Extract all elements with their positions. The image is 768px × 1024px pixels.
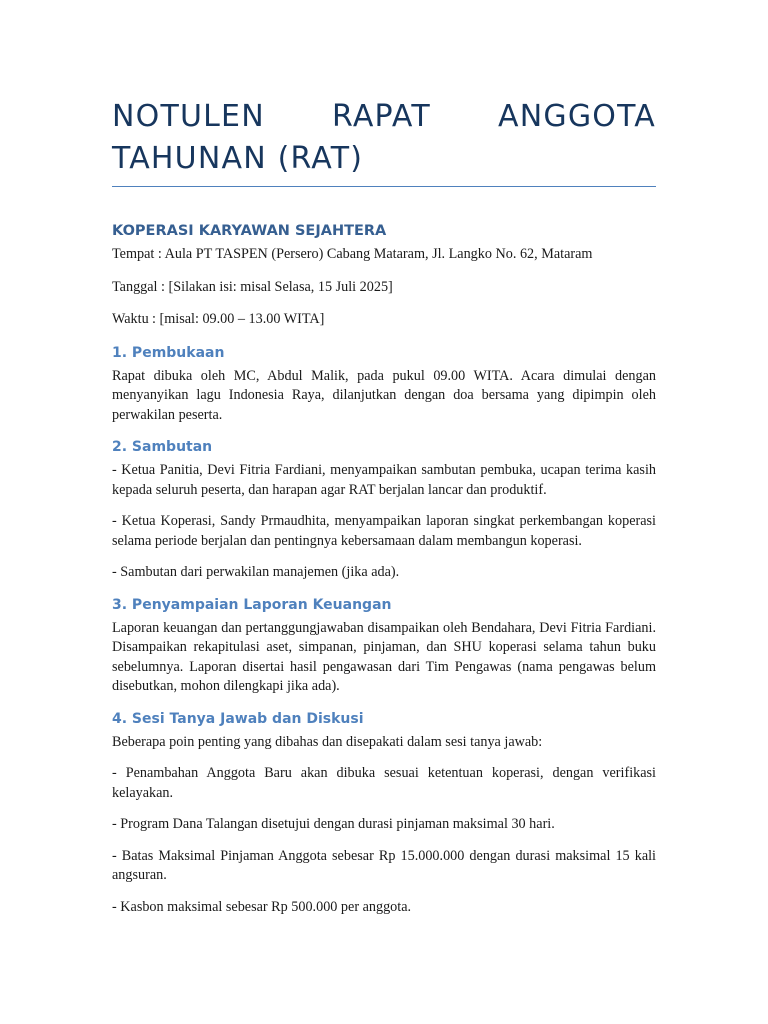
section-paragraph: - Kasbon maksimal sebesar Rp 500.000 per anggota. [112, 898, 412, 915]
tempat-label: Tempat [112, 246, 155, 262]
meta-tempat: Tempat : Aula PT TASPEN (Persero) Cabang Mataram, Jl. Langko No. 62, Mataram [112, 245, 656, 265]
tanggal-label: Tanggal [112, 278, 158, 295]
section-heading: 3. Penyampaian Laporan Keuangan [112, 596, 392, 613]
section-heading: 1. Pembukaan [112, 344, 225, 361]
section-pembukaan [112, 343, 656, 426]
title-divider [112, 186, 656, 187]
section-paragraph: - Sambutan dari perwakilan manajemen (jika ada). [112, 564, 400, 580]
tempat-value: Aula PT TASPEN (Persero) Cabang Mataram, Jl. Langko No. 62, Mataram [164, 246, 593, 262]
document-body [112, 96, 656, 929]
section-paragraph: - Ketua Panitia, Devi Fitria Fardiani, menyampaikan sambutan pembuka, ucapan terima kasih kepada seluruh peserta, dan harapan agar RAT berjalan lancar dan produktif. [112, 462, 656, 498]
section-sambutan [112, 437, 656, 583]
section-paragraph: Beberapa poin penting yang dibahas dan disepakati dalam sesi tanya jawab: [112, 733, 543, 750]
meta-waktu: Waktu : [misal: 09.00 – 13.00 WITA] [112, 310, 656, 330]
section-paragraph: - Ketua Koperasi, Sandy Prmaudhita, menyampaikan laporan singkat perkembangan koperasi selama periode berjalan dan pentingnya kebersamaan dalam membangun koperasi. [112, 513, 656, 549]
meta-tanggal: Tanggal : [Silakan isi: misal Selasa, 15 Juli 2025] [112, 278, 656, 298]
section-tanya-jawab [112, 709, 656, 918]
section-heading: 4. Sesi Tanya Jawab dan Diskusi [112, 710, 364, 727]
section-paragraph: - Batas Maksimal Pinjaman Anggota sebesar Rp 15.000.000 dengan durasi maksimal 15 kali angsuran. [112, 847, 656, 883]
section-paragraph: - Program Dana Talangan disetujui dengan durasi pinjaman maksimal 30 hari. [112, 816, 555, 832]
waktu-value: [misal: 09.00 – 13.00 WITA] [159, 311, 325, 327]
organization-heading: KOPERASI KARYAWAN SEJAHTERA [112, 223, 387, 239]
section-laporan-keuangan [112, 595, 656, 697]
tanggal-value: [Silakan isi: misal Selasa, 15 Juli 2025] [168, 278, 393, 295]
waktu-label: Waktu [112, 311, 149, 327]
section-paragraph: - Penambahan Anggota Baru akan dibuka sesuai ketentuan koperasi, dengan verifikasi kelayakan. [112, 765, 656, 801]
section-paragraph: Laporan keuangan dan pertanggungjawaban disampaikan oleh Bendahara, Devi Fitria Fardiani. Disampaikan rekapitulasi aset, simpanan, pinjaman, dan SHU koperasi selama tahun buku sebelumnya. Laporan disertai hasil pengawasan dari Tim Pengawas (nama pengawas belum disebutkan, mohon dilengkapi jika ada). [112, 619, 656, 694]
document-title: NOTULEN RAPAT ANGGOTA TAHUNAN (RAT) [112, 99, 656, 176]
section-heading: 2. Sambutan [112, 439, 213, 455]
meeting-details [112, 245, 656, 330]
section-paragraph: Rapat dibuka oleh MC, Abdul Malik, pada pukul 09.00 WITA. Acara dimulai dengan menyanyikan lagu Indonesia Raya, dilanjutkan dengan doa bersama yang dipimpin oleh perwakilan peserta. [112, 367, 656, 423]
